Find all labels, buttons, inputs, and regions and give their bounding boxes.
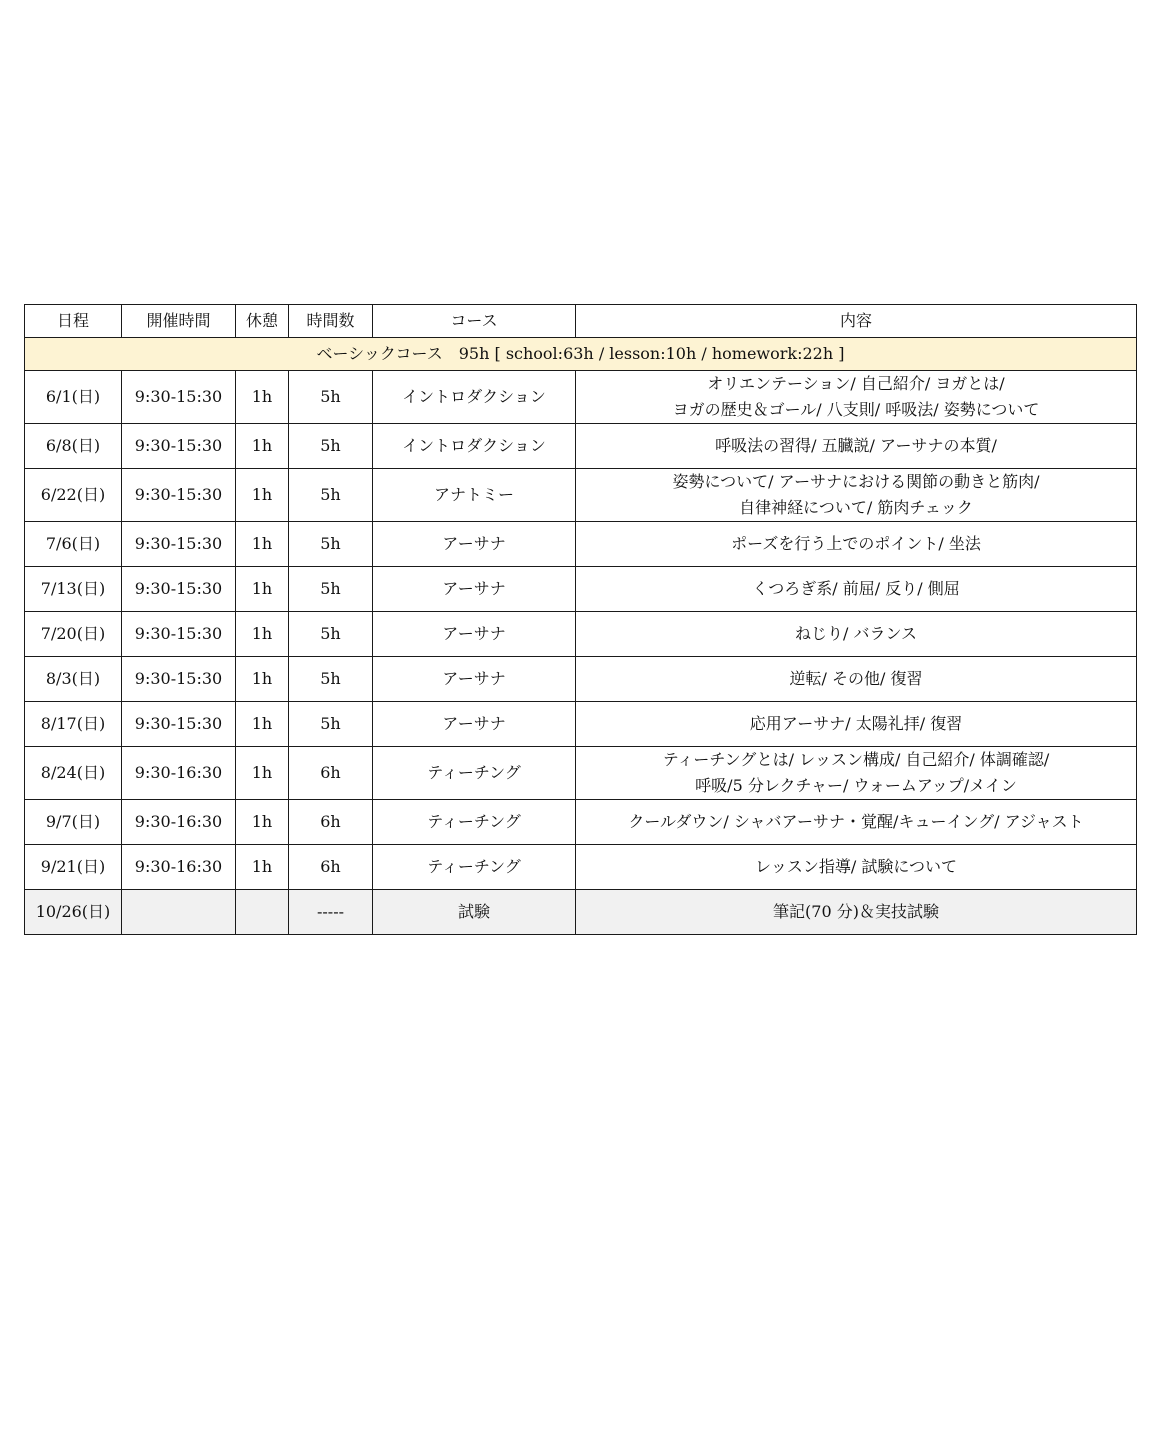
content-line: 姿勢について/ アーサナにおける関節の動きと筋肉/ <box>672 472 1040 491</box>
course-cell: 試験 <box>373 890 576 935</box>
content-cell <box>576 371 1137 424</box>
content-cell: 筆記(70 分)＆実技試験 <box>576 890 1137 935</box>
date-cell: 9/7(日) <box>25 800 122 845</box>
header-course: コース <box>373 305 576 338</box>
table-row <box>25 469 1137 522</box>
schedule-table <box>24 304 1137 935</box>
table-row <box>25 657 1137 702</box>
table-row <box>25 800 1137 845</box>
hours-cell: 5h <box>289 657 373 702</box>
content-line: 呼吸/5 分レクチャー/ ウォームアップ/メイン <box>695 776 1017 795</box>
date-cell: 8/3(日) <box>25 657 122 702</box>
content-line: ティーチングとは/ レッスン構成/ 自己紹介/ 体調確認/ <box>662 750 1050 769</box>
course-cell: アーサナ <box>373 567 576 612</box>
course-cell: イントロダクション <box>373 424 576 469</box>
content-line: ポーズを行う上でのポイント/ 坐法 <box>731 534 981 553</box>
content-line: オリエンテーション/ 自己紹介/ ヨガとは/ <box>707 374 1005 393</box>
break-cell: 1h <box>236 800 289 845</box>
break-cell: 1h <box>236 469 289 522</box>
content-line: 応用アーサナ/ 太陽礼拝/ 復習 <box>749 714 963 733</box>
break-cell: 1h <box>236 567 289 612</box>
content-cell <box>576 800 1137 845</box>
header-time: 開催時間 <box>122 305 236 338</box>
date-cell: 6/22(日) <box>25 469 122 522</box>
header-content: 内容 <box>576 305 1137 338</box>
hours-cell: 5h <box>289 424 373 469</box>
break-cell <box>236 890 289 935</box>
time-cell: 9:30-15:30 <box>122 612 236 657</box>
date-cell: 10/26(日) <box>25 890 122 935</box>
hours-cell: 5h <box>289 612 373 657</box>
time-cell: 9:30-15:30 <box>122 469 236 522</box>
date-cell: 7/6(日) <box>25 522 122 567</box>
course-cell: アーサナ <box>373 522 576 567</box>
date-cell: 6/1(日) <box>25 371 122 424</box>
break-cell: 1h <box>236 657 289 702</box>
content-line: 呼吸法の習得/ 五臓説/ アーサナの本質/ <box>715 436 997 455</box>
hours-cell: 5h <box>289 567 373 612</box>
hours-cell: 5h <box>289 522 373 567</box>
course-cell: アーサナ <box>373 657 576 702</box>
time-cell: 9:30-15:30 <box>122 522 236 567</box>
course-cell: アーサナ <box>373 702 576 747</box>
time-cell: 9:30-15:30 <box>122 702 236 747</box>
table-row <box>25 702 1137 747</box>
course-cell: アナトミー <box>373 469 576 522</box>
content-cell <box>576 424 1137 469</box>
time-cell <box>122 890 236 935</box>
content-line: ねじり/ バランス <box>795 624 917 643</box>
time-cell: 9:30-15:30 <box>122 567 236 612</box>
content-line: 自律神経について/ 筋肉チェック <box>739 498 973 517</box>
content-cell <box>576 612 1137 657</box>
break-cell: 1h <box>236 612 289 657</box>
table-row <box>25 371 1137 424</box>
break-cell: 1h <box>236 702 289 747</box>
header-row <box>25 305 1137 338</box>
content-line: くつろぎ系/ 前屈/ 反り/ 側屈 <box>752 579 960 598</box>
content-cell <box>576 522 1137 567</box>
content-cell <box>576 657 1137 702</box>
course-cell: ティーチング <box>373 747 576 800</box>
header-hours: 時間数 <box>289 305 373 338</box>
table-row <box>25 522 1137 567</box>
hours-cell: 5h <box>289 371 373 424</box>
course-banner-row <box>25 338 1137 371</box>
date-cell: 7/20(日) <box>25 612 122 657</box>
date-cell: 7/13(日) <box>25 567 122 612</box>
date-cell: 9/21(日) <box>25 845 122 890</box>
table-row <box>25 612 1137 657</box>
break-cell: 1h <box>236 747 289 800</box>
content-cell <box>576 567 1137 612</box>
course-cell: アーサナ <box>373 612 576 657</box>
content-cell <box>576 747 1137 800</box>
time-cell: 9:30-15:30 <box>122 657 236 702</box>
hours-cell: 6h <box>289 747 373 800</box>
hours-cell: ----- <box>289 890 373 935</box>
time-cell: 9:30-15:30 <box>122 371 236 424</box>
content-line: ヨガの歴史＆ゴール/ 八支則/ 呼吸法/ 姿勢について <box>672 400 1040 419</box>
break-cell: 1h <box>236 845 289 890</box>
course-cell: ティーチング <box>373 800 576 845</box>
break-cell: 1h <box>236 522 289 567</box>
hours-cell: 5h <box>289 702 373 747</box>
time-cell: 9:30-15:30 <box>122 424 236 469</box>
date-cell: 6/8(日) <box>25 424 122 469</box>
header-break: 休憩 <box>236 305 289 338</box>
table-row <box>25 567 1137 612</box>
table-row <box>25 424 1137 469</box>
exam-row <box>25 890 1137 935</box>
time-cell: 9:30-16:30 <box>122 845 236 890</box>
content-line: クールダウン/ シャバアーサナ・覚醒/キューイング/ アジャスト <box>628 812 1084 831</box>
date-cell: 8/17(日) <box>25 702 122 747</box>
break-cell: 1h <box>236 371 289 424</box>
break-cell: 1h <box>236 424 289 469</box>
course-cell: ティーチング <box>373 845 576 890</box>
time-cell: 9:30-16:30 <box>122 800 236 845</box>
hours-cell: 5h <box>289 469 373 522</box>
content-cell <box>576 469 1137 522</box>
content-line: レッスン指導/ 試験について <box>755 857 957 876</box>
content-line: 逆転/ その他/ 復習 <box>789 669 923 688</box>
header-date: 日程 <box>25 305 122 338</box>
hours-cell: 6h <box>289 800 373 845</box>
course-banner: ベーシックコース 95h [ school:63h / lesson:10h / homework:22h ] <box>25 338 1137 371</box>
table-row <box>25 747 1137 800</box>
hours-cell: 6h <box>289 845 373 890</box>
date-cell: 8/24(日) <box>25 747 122 800</box>
table-row <box>25 845 1137 890</box>
course-cell: イントロダクション <box>373 371 576 424</box>
content-cell <box>576 702 1137 747</box>
time-cell: 9:30-16:30 <box>122 747 236 800</box>
content-cell <box>576 845 1137 890</box>
